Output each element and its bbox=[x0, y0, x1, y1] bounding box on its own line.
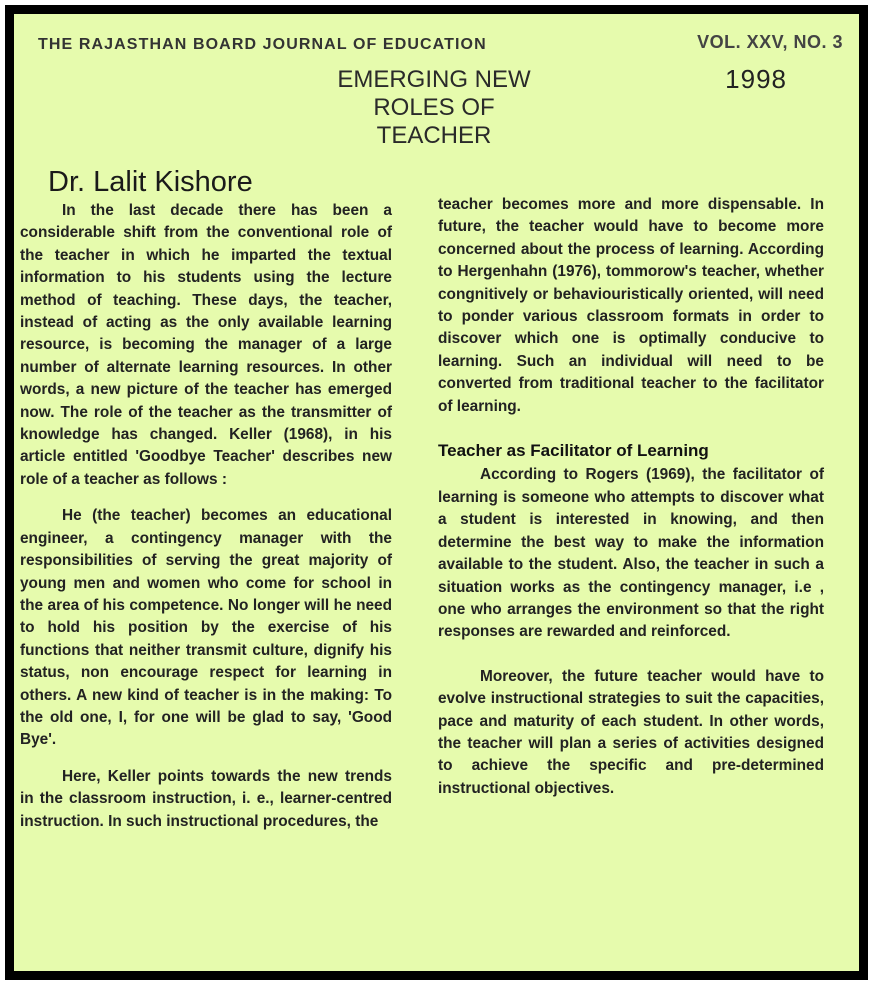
paragraph-rogers: According to Rogers (1969), the facilitator of learning is someone who attempts to discover what a student is interested in knowing, and then determine the best way to make the information available to the student. Also, the teacher in such a situation works as the contingency manager, i.e , one who arranges the environment so that the right responses are rewarded and reinforced. bbox=[438, 466, 824, 641]
keller-quote: He (the teacher) becomes an educational engineer, a contingency manager with the responsibilities of serving the great majority of young men and women who come for school in the area of his competence. No longer will he need to hold his position by the exercise of his functions that neither transmit culture, dignify his status, non encourage respect for learning in others. A new kind of teacher is in the making: To the old one, I, for one will be glad to say, 'Good Bye'. bbox=[20, 507, 392, 749]
paragraph-intro: In the last decade there has been a considerable shift from the conventional role of the teacher in which he imparted the textual information to his students using the lecture method of teaching. These days, the teacher, instead of acting as the only available learning resource, is becoming the manager of a large number of alternate learning resources. In other words, a new picture of the teacher has emerged now. The role of the teacher as the transmitter of knowledge has changed. Keller (1968), in his article entitled 'Goodbye Teacher' describes new role of a teacher as follows : bbox=[20, 202, 392, 488]
right-column bbox=[438, 194, 824, 800]
paragraph-continued: teacher becomes more and more dispensable. In future, the teacher would have to become more concerned about the process of learning. According to Hergenhahn (1976), tommorow's teacher, whether congnitively or behaviouristically oriented, will need to ponder various classroom formats in order to discover which one is optimally conducive to learning. Such an individual will need to be converted from traditional teacher to the facilitator of learning. bbox=[438, 196, 824, 415]
volume-number: VOL. XXV, NO. 3 bbox=[697, 32, 843, 52]
page-frame bbox=[5, 5, 868, 980]
publication-year: 1998 bbox=[725, 64, 787, 94]
section-heading: Teacher as Facilitator of Learning bbox=[438, 441, 709, 461]
journal-name: THE RAJASTHAN BOARD JOURNAL OF EDUCATION bbox=[38, 36, 487, 53]
paragraph-future-teacher: Moreover, the future teacher would have to evolve instructional strategies to suit the capacities, pace and maturity of each student. In other words, the teacher will plan a series of activities designed to achieve the specific and pre-determined instructional objectives. bbox=[438, 667, 824, 797]
scanned-page bbox=[14, 14, 859, 971]
article-author: Dr. Lalit Kishore bbox=[48, 166, 253, 198]
paragraph-keller-trends: Here, Keller points towards the new trends in the classroom instruction, i. e., learner-centred instruction. In such instructional procedures, the bbox=[20, 767, 392, 830]
article-title: EMERGING NEW ROLES OF TEACHER bbox=[337, 66, 531, 149]
left-column bbox=[20, 200, 392, 833]
